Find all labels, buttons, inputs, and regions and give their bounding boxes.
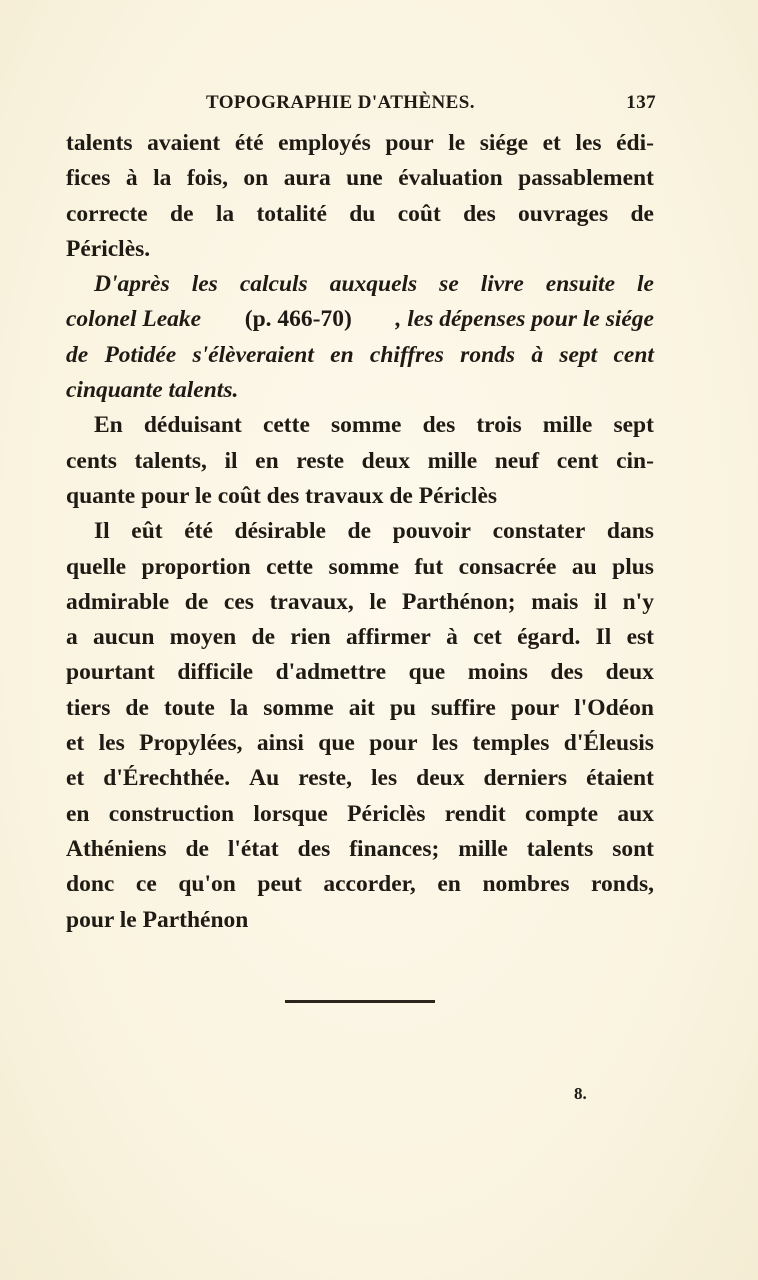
body-text xyxy=(66,126,654,938)
text-line: Athéniens de l'état des finances; mille talents sont xyxy=(66,835,654,862)
text-line: Il eût été désirable de pouvoir constater dans xyxy=(94,518,654,545)
text-line: Périclès. xyxy=(66,235,151,262)
text-line: correcte de la totalité du coût des ouvrages de xyxy=(66,200,654,227)
text-segment-italic: , les dépenses pour le siége xyxy=(395,306,654,333)
text-segment-italic: colonel Leake xyxy=(66,306,202,333)
running-title: TOPOGRAPHIE D'ATHÈNES. xyxy=(206,92,475,113)
text-line: cents talents, il en reste deux mille neuf cent cin- xyxy=(66,447,654,474)
text-line: D'après les calculs auxquels se livre ensuite le xyxy=(94,271,654,298)
text-line: quelle proportion cette somme fut consacrée au plus xyxy=(66,553,654,580)
text-line: cinquante talents. xyxy=(66,377,239,404)
text-line: En déduisant cette somme des trois mille sept xyxy=(94,412,654,439)
text-line: tiers de toute la somme ait pu suffire pour l'Odéon xyxy=(66,694,654,721)
text-line: talents avaient été employés pour le siége et les édi- xyxy=(66,130,654,156)
signature-mark: 8. xyxy=(574,1084,587,1103)
text-segment-roman: (p. 466-70) xyxy=(244,306,352,333)
text-line xyxy=(66,302,654,337)
text-line: a aucun moyen de rien affirmer à cet égard. Il est xyxy=(66,624,654,651)
text-line: en construction lorsque Périclès rendit compte aux xyxy=(66,800,654,827)
section-rule xyxy=(285,1000,435,1003)
text-line: donc ce qu'on peut accorder, en nombres ronds, xyxy=(66,871,654,898)
text-line: admirable de ces travaux, le Parthénon; mais il n'y xyxy=(66,588,654,615)
text-line: et les Propylées, ainsi que pour les temples d'Éleusis xyxy=(66,730,654,757)
text-line: et d'Érechthée. Au reste, les deux derniers étaient xyxy=(66,765,654,792)
running-head xyxy=(66,92,656,118)
page-number: 137 xyxy=(626,92,656,113)
text-line: quante pour le coût des travaux de Périclès xyxy=(66,482,498,509)
text-line: pour le Parthénon xyxy=(66,906,249,933)
text-line: pourtant difficile d'admettre que moins des deux xyxy=(66,659,654,686)
text-line: fices à la fois, on aura une évaluation passablement xyxy=(66,165,654,192)
text-line: de Potidée s'élèveraient en chiffres ronds à sept cent xyxy=(66,341,654,368)
